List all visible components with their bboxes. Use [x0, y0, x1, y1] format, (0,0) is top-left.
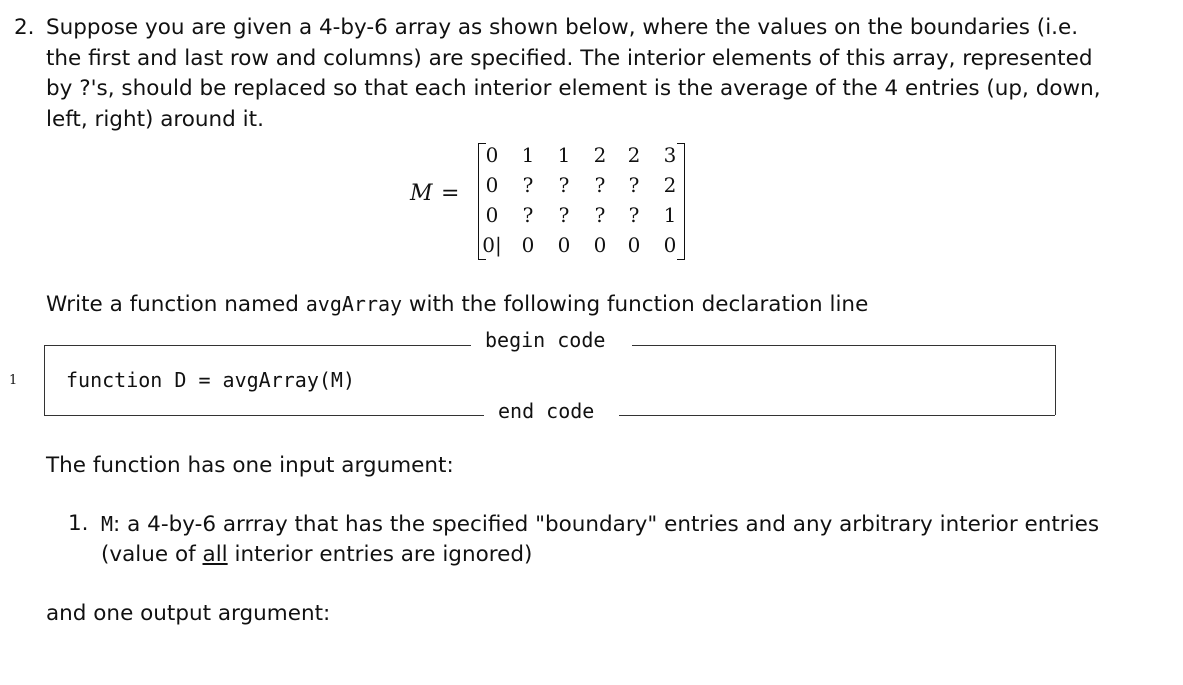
problem-line-4: left, right) around it.: [46, 107, 264, 132]
matrix-cell: 3: [663, 143, 677, 167]
code-line-number: 1: [9, 373, 18, 388]
matrix-cell: 0: [521, 233, 535, 257]
matrix-cell: 1: [521, 143, 535, 167]
matrix-label: M: [410, 181, 433, 206]
code-line: function D = avgArray(M): [66, 368, 355, 392]
matrix-cell: ?: [628, 203, 640, 227]
matrix-cell: 1: [557, 143, 571, 167]
matrix-cell: 0: [485, 203, 499, 227]
input-item-line-2: [101, 540, 532, 571]
matrix-cell: 0: [485, 173, 499, 197]
matrix-cell: ?: [558, 173, 570, 197]
matrix-cell: 0: [557, 233, 571, 257]
input-item-number: 1.: [68, 511, 89, 536]
matrix-cell: ?: [522, 173, 534, 197]
matrix-equals: =: [441, 181, 460, 206]
problem-line-2: the first and last row and columns) are specified. The interior elements of this array, represented: [46, 46, 1093, 71]
inputs-heading: The function has one input argument:: [46, 453, 454, 478]
matrix-cell: ?: [594, 203, 606, 227]
function-name: avgArray: [305, 292, 403, 316]
begin-code-label: begin code: [485, 328, 606, 352]
write-before: Write a function named: [46, 292, 306, 317]
write-after: with the following function declaration line: [402, 292, 869, 317]
write-function-text: [46, 289, 868, 321]
matrix-cell: ?: [558, 203, 570, 227]
matrix-cell: 0: [593, 233, 607, 257]
matrix-cell: 2: [593, 143, 607, 167]
matrix-cell: 0: [627, 233, 641, 257]
input-line2-after: interior entries are ignored): [227, 542, 533, 567]
matrix-cell: ?: [522, 203, 534, 227]
matrix-cell: 2: [663, 173, 677, 197]
code-bottom-rule-right: [619, 415, 1055, 416]
matrix-cell: ?: [594, 173, 606, 197]
end-code-label: end code: [498, 399, 595, 423]
matrix-cell: 0: [663, 233, 677, 257]
matrix-cell: 0|: [482, 233, 502, 257]
input-line2-before: (value of: [101, 542, 203, 567]
matrix-cell: 0: [485, 143, 499, 167]
code-bottom-rule-left: [44, 415, 484, 416]
problem-number: 2.: [14, 15, 35, 40]
problem-line-1: Suppose you are given a 4-by-6 array as shown below, where the values on the boundaries (i.e.: [46, 15, 1079, 40]
problem-line-3: by ?'s, should be replaced so that each interior element is the average of the 4 entries (up, down,: [46, 76, 1101, 101]
input-item-line-1: [101, 509, 1099, 541]
matrix-cell: ?: [628, 173, 640, 197]
matrix-cell: 2: [627, 143, 641, 167]
matrix-cell: 1: [663, 203, 677, 227]
input-arg-name: M: [101, 512, 114, 536]
input-item-description: : a 4-by-6 arrray that has the specified "boundary" entries and any arbitrary interior entries: [113, 512, 1100, 537]
input-line2-underlined: all: [202, 542, 228, 567]
outputs-heading: and one output argument:: [46, 601, 331, 626]
